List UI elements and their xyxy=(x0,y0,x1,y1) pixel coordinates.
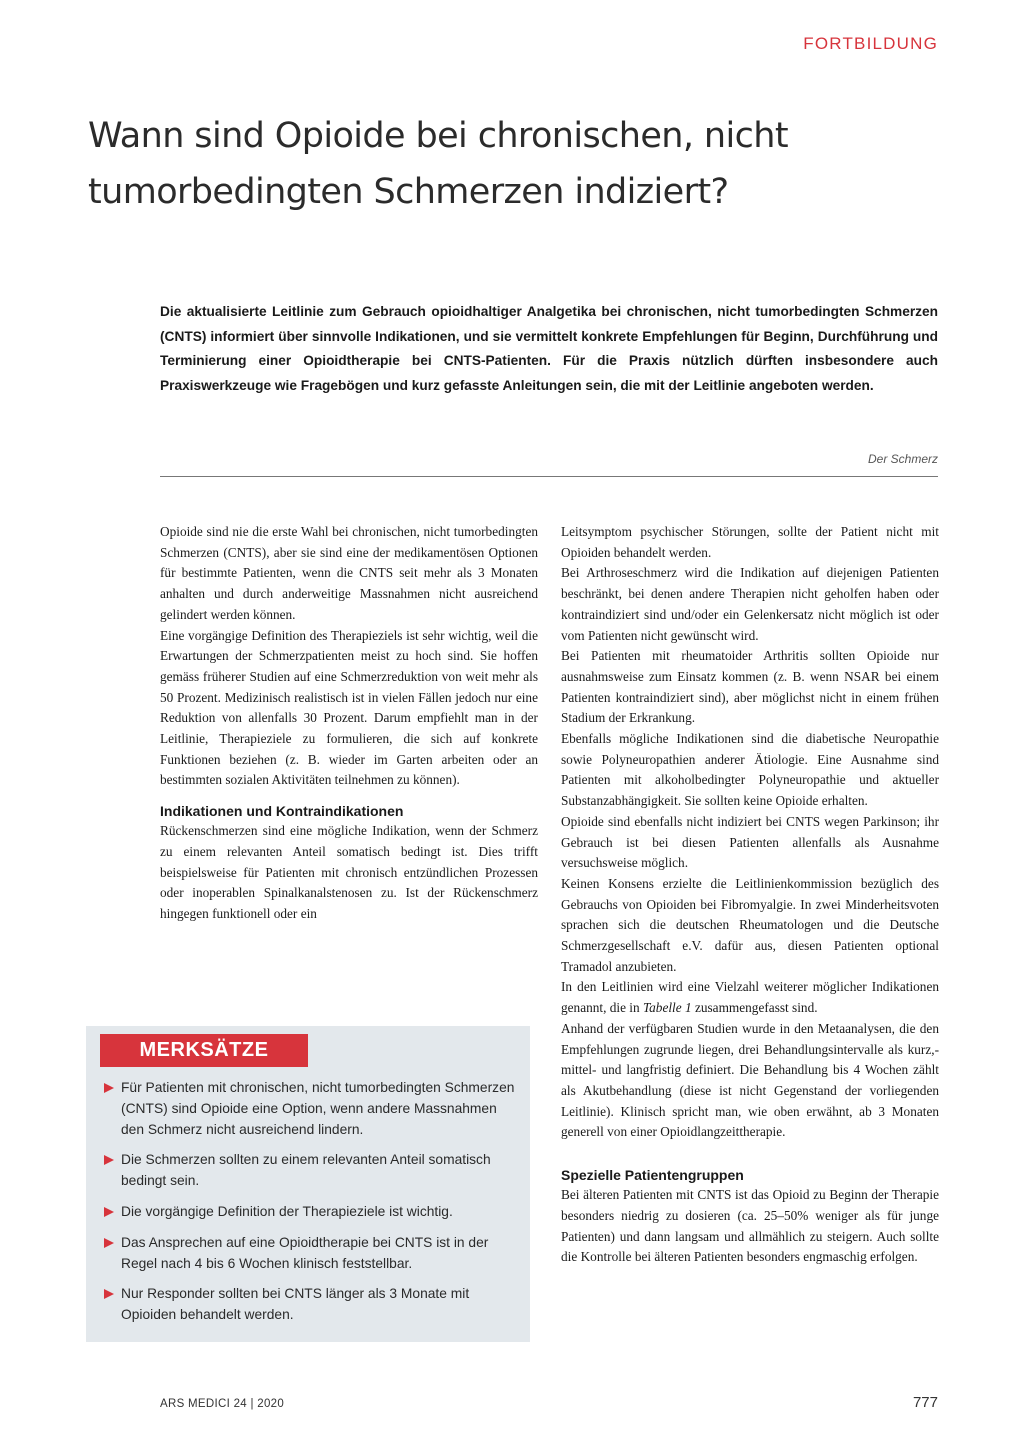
body-paragraph: Opioide sind ebenfalls nicht indiziert bei CNTS wegen Parkinson; ihr Gebrauch ist bei diesen Patienten allenfalls als Ausnahme versuchsweise möglich. xyxy=(561,813,939,871)
merksaetze-list xyxy=(104,1078,516,1336)
triangle-bullet-icon xyxy=(104,1289,114,1299)
article-lead: Die aktualisierte Leitlinie zum Gebrauch opioidhaltiger Analgetika bei chronischen, nicht tumorbedingten Schmerzen (CNTS) informiert über sinnvolle Indikationen, und sie vermittelt konkrete Empfehlungen für Beginn, Durchführung und Terminierung einer Opioidtherapie bei CNTS-Patienten. Für die Praxis nützlich dürften insbesondere auch Praxiswerkzeuge wie Fragebögen und kurz gefasste Anleitungen sein, die mit der Leitlinie angeboten werden. xyxy=(160,304,938,393)
body-paragraph: Bei älteren Patienten mit CNTS ist das Opioid zu Beginn der Therapie besonders niedrig zu dosieren (ca. 25–50% weniger als für junge Patienten) und dann langsam und allmählich zu steigern. Auch sollte die Kontrolle bei älteren Patienten besonders engmaschig erfolgen. xyxy=(561,1187,939,1265)
list-item-text: Die vorgängige Definition der Therapieziele ist wichtig. xyxy=(121,1203,453,1219)
merksaetze-heading: MERKSÄTZE xyxy=(100,1034,308,1067)
list-item xyxy=(104,1284,516,1326)
body-paragraph: Rückenschmerzen sind eine mögliche Indikation, wenn der Schmerz zu einem relevanten Anteil somatisch bedingt ist. Dies trifft beispielsweise für Patienten mit chronisch entzündlichen Prozessen oder inoperablen Spinalkanalstenosen zu. Ist der Rückenschmerz hingegen funktionell oder ein xyxy=(160,823,538,921)
list-item xyxy=(104,1233,516,1275)
table-reference-text-before: In den Leitlinien wird eine Vielzahl weiterer möglicher Indikationen genannt, die in xyxy=(561,979,939,1016)
body-paragraph: Bei Patienten mit rheumatoider Arthritis sollten Opioide nur ausnahmsweise zum Einsatz kommen (z. B. wenn NSAR bei einem Patienten kontraindiziert sind), aber möglichst nicht in einem frühen Stadium der Erkrankung. xyxy=(561,648,939,726)
body-column-right xyxy=(561,522,939,1268)
triangle-bullet-icon xyxy=(104,1155,114,1165)
article-title-line-1: Wann sind Opioide bei chronischen, nicht xyxy=(88,116,788,156)
body-paragraph: Opioide sind nie die erste Wahl bei chronischen, nicht tumorbedingten Schmerzen (CNTS), aber sie sind eine der medikamentösen Optionen für bestimmte Patienten, wenn die CNTS seit mehr als 3 Monaten anhalten und durch anderweitige Massnahmen nicht ausreichend gelindert werden können. xyxy=(160,524,538,622)
list-item-text: Das Ansprechen auf eine Opioidtherapie bei CNTS ist in der Regel nach 4 bis 6 Wochen klinisch feststellbar. xyxy=(121,1234,489,1271)
section-label: FORTBILDUNG xyxy=(803,34,938,53)
article-source: Der Schmerz xyxy=(867,452,938,466)
lead-divider xyxy=(160,476,938,477)
list-item xyxy=(104,1150,516,1192)
list-item-text: Die Schmerzen sollten zu einem relevanten Anteil somatisch bedingt sein. xyxy=(121,1152,491,1189)
body-paragraph: Eine vorgängige Definition des Therapieziels ist sehr wichtig, weil die Erwartungen der Schmerzpatienten meist zu hoch sind. Sie hoffen gemäss früherer Studien auf eine Schmerzreduktion von weit mehr als 50 Prozent. Medizinisch realistisch ist in vielen Fällen jedoch nur eine Reduktion von allenfalls 30 Prozent. Darum empfiehlt man in der Leitlinie, Therapieziele zu formulieren, die sich auf konkrete Funktionen beziehen (z. B. wieder im Garten arbeiten oder an bestimmten sozialen Aktivitäten teilnehmen zu können). xyxy=(160,627,538,788)
list-item xyxy=(104,1078,516,1140)
table-reference-text-after: zusammengefasst sind. xyxy=(691,1000,818,1016)
body-paragraph: Leitsymptom psychischer Störungen, sollte der Patient nicht mit Opioiden behandelt werden. xyxy=(561,524,939,560)
body-paragraph: Anhand der verfügbaren Studien wurde in den Metaanalysen, die den Empfehlungen zugrunde liegen, drei Behandlungsintervalle als kurz,- mittel- und langfristig definiert. Die Behandlung bis 4 Wochen zählt als Akutbehandlung (diese ist nicht Gegenstand der vorliegenden Leitlinie). Klinisch spricht man, wie oben erwähnt, ab 3 Monaten generell von einer Opioidlangzeittherapie. xyxy=(561,1020,939,1140)
list-item-text: Für Patienten mit chronischen, nicht tumorbedingten Schmerzen (CNTS) sind Opioide eine Option, wenn andere Massnahmen den Schmerz nicht ausreichend lindern. xyxy=(121,1080,515,1137)
journal-footer: ARS MEDICI 24 | 2020 xyxy=(160,1398,285,1410)
body-paragraph: Ebenfalls mögliche Indikationen sind die diabetische Neuropathie sowie Polyneuropathien anderer Ätiologie. Eine Ausnahme sind Patienten mit alkoholbedingter Polyneuropathie und aktueller Substanzabhängigkeit. Sie sollten keine Opioide erhalten. xyxy=(561,731,939,809)
triangle-bullet-icon xyxy=(104,1083,114,1093)
merksaetze-box xyxy=(86,1026,530,1342)
list-item xyxy=(104,1202,516,1223)
article-title-line-2: tumorbedingten Schmerzen indiziert? xyxy=(88,172,729,212)
triangle-bullet-icon xyxy=(104,1207,114,1217)
list-item-text: Nur Responder sollten bei CNTS länger als 3 Monate mit Opioiden behandelt werden. xyxy=(121,1286,470,1323)
body-column-left xyxy=(160,522,538,925)
body-paragraph: Bei Arthroseschmerz wird die Indikation auf diejenigen Patienten beschränkt, bei denen andere Therapien nicht geholfen haben oder kontraindiziert sind und/oder ein Gelenkersatz nicht möglich ist oder vom Patienten nicht gewünscht wird. xyxy=(561,565,939,643)
table-reference-link: Tabelle 1 xyxy=(642,1000,692,1016)
section-heading-indikationen: Indikationen und Kontraindikationen xyxy=(160,803,404,820)
section-heading-patientengruppen: Spezielle Patientengruppen xyxy=(561,1167,744,1184)
article-title xyxy=(88,108,948,220)
page-number: 777 xyxy=(912,1394,938,1411)
body-paragraph-table-reference xyxy=(561,977,939,1018)
triangle-bullet-icon xyxy=(104,1238,114,1248)
body-paragraph: Keinen Konsens erzielte die Leitlinienkommission bezüglich des Gebrauchs von Opioiden bei Fibromyalgie. In zwei Minderheitsvoten sprachen sich die deutschen Rheumatologen und die Deutsche Schmerzgesellschaft e.V. dafür aus, diesen Patienten optional Tramadol anzubieten. xyxy=(561,875,939,974)
